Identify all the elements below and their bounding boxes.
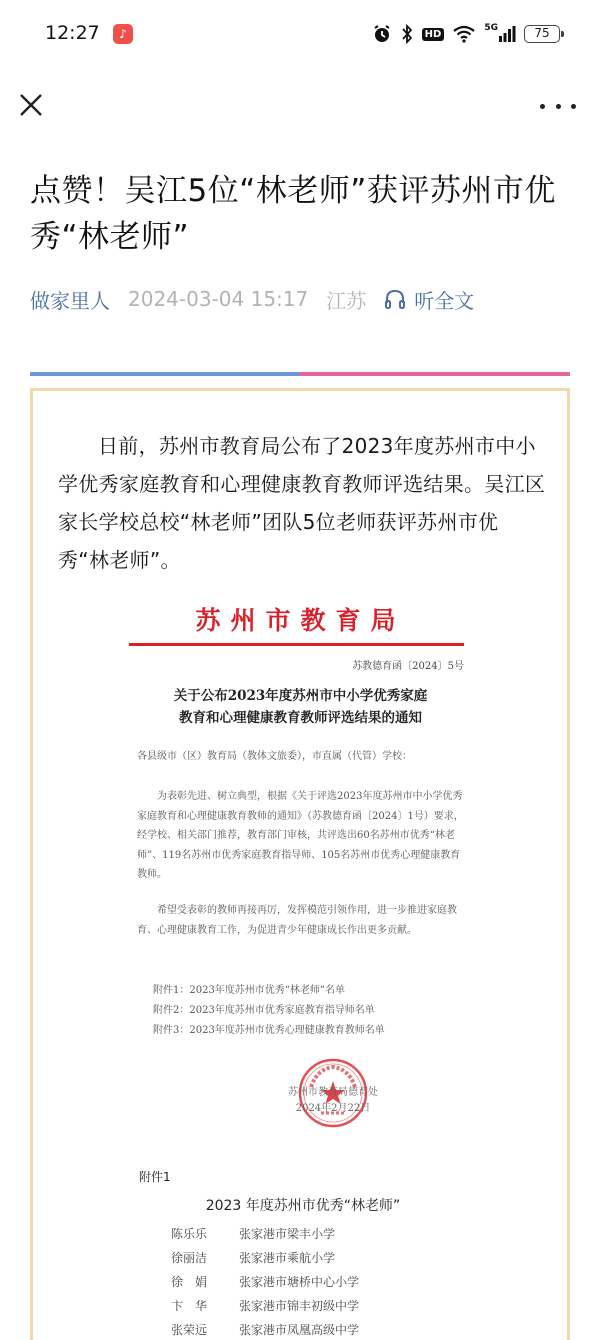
alarm-icon <box>372 24 392 44</box>
battery-icon: 75 <box>524 25 560 43</box>
article-meta <box>30 284 590 314</box>
status-time: 12:27 <box>45 22 100 44</box>
document-title-line: 教育和心理健康教育教师评选结果的通知 <box>179 710 422 726</box>
listen-label: 听全文 <box>414 288 475 313</box>
article-title: 点赞！吴江5位“林老师”获评苏州市优秀“林老师” <box>30 173 556 255</box>
teacher-row <box>171 1317 451 1340</box>
teacher-name: 张荣远 <box>171 1322 208 1337</box>
document-title-line: 关于公布2023年度苏州市中小学优秀家庭 <box>173 688 428 704</box>
teacher-school: 张家港市梁丰小学 <box>239 1226 336 1241</box>
document-title <box>133 685 468 729</box>
document-attachment: 附件3：2023年度苏州市优秀心理健康教育教师名单 <box>153 1025 385 1036</box>
teacher-row <box>171 1293 451 1317</box>
listen-button[interactable] <box>384 285 474 314</box>
article-intro: 日前，苏州市教育局公布了2023年度苏州市中小学优秀家庭教育和心理健康教育教师评选结果。吴江区家长学校总校“林老师”团队5位老师获评苏州市优秀“林老师”。 <box>58 434 546 572</box>
publish-location: 江苏 <box>326 288 367 313</box>
teacher-school: 张家港市塘桥中心小学 <box>239 1274 360 1289</box>
teacher-row <box>171 1269 451 1293</box>
signal-icon <box>498 25 516 43</box>
document-attachment: 附件1：2023年度苏州市优秀“林老师”名单 <box>153 985 346 996</box>
article-content-frame <box>30 388 570 1340</box>
teacher-name: 卞 华 <box>171 1298 208 1313</box>
document-number: 苏教德育函〔2024〕5号 <box>352 661 464 672</box>
music-app-icon: ♪ <box>113 24 133 44</box>
teacher-school: 张家港市锦丰初级中学 <box>239 1298 360 1313</box>
attachment1-title: 2023 年度苏州市优秀“林老师” <box>205 1198 401 1214</box>
more-dot <box>540 104 545 109</box>
more-icon[interactable] <box>540 96 576 116</box>
teacher-school: 张家港市凤凰高级中学 <box>239 1322 360 1337</box>
more-dot <box>556 104 561 109</box>
status-bar <box>0 0 600 68</box>
teacher-name: 陈乐乐 <box>171 1226 208 1241</box>
network-type: 5G <box>484 22 498 33</box>
publish-date: 2024-03-04 15:17 <box>128 287 309 311</box>
document-paragraph: 希望受表彰的教师再接再厉，发挥模范引领作用，进一步推进家庭教育、心理健康教育工作，为促进青少年健康成长作出更多贡献。 <box>137 905 457 936</box>
headphones-icon <box>384 289 406 309</box>
close-icon[interactable] <box>16 90 46 120</box>
document-red-line <box>129 643 464 646</box>
teacher-school: 张家港市乘航小学 <box>239 1250 336 1265</box>
document-sign-date: 2024年2月22日 <box>295 1103 371 1114</box>
document-salutation: 各县级市（区）教育局（教体文旅委），市直属（代管）学校： <box>137 751 412 762</box>
document-header: 苏州市教育局 <box>195 606 406 635</box>
hd-badge: HD <box>422 28 445 41</box>
teacher-name: 徐 娟 <box>171 1274 208 1289</box>
wifi-icon <box>452 25 476 43</box>
divider-pink <box>300 372 570 376</box>
divider-blue <box>30 372 300 376</box>
gradient-divider <box>30 372 570 376</box>
document-attachment: 附件2：2023年度苏州市优秀家庭教育指导师名单 <box>153 1005 375 1016</box>
author-link[interactable]: 做家里人 <box>30 288 110 313</box>
document-paragraph: 为表彰先进、树立典型，根据《关于评选2023年度苏州市中小学优秀家庭教育和心理健康教育教师的通知》（苏教德育函〔2024〕1号）要求，经学校、相关部门推荐，教育部门审核，共评选出60名苏州市优秀“林老师”、119名苏州市优秀家庭教育指导师、105名苏州市优秀心理健康教育教师。 <box>137 791 464 880</box>
teacher-name: 徐丽洁 <box>171 1250 208 1265</box>
attachment1-label: 附件1 <box>139 1170 171 1184</box>
teacher-row <box>171 1221 451 1245</box>
teacher-row <box>171 1245 451 1269</box>
document-signature <box>273 1085 393 1117</box>
top-nav <box>0 86 600 126</box>
status-icons <box>372 22 560 46</box>
more-dot <box>571 104 576 109</box>
bluetooth-icon <box>400 24 414 44</box>
document-signer: 苏州市教育局德育处 <box>288 1087 378 1098</box>
teacher-list <box>171 1221 451 1340</box>
